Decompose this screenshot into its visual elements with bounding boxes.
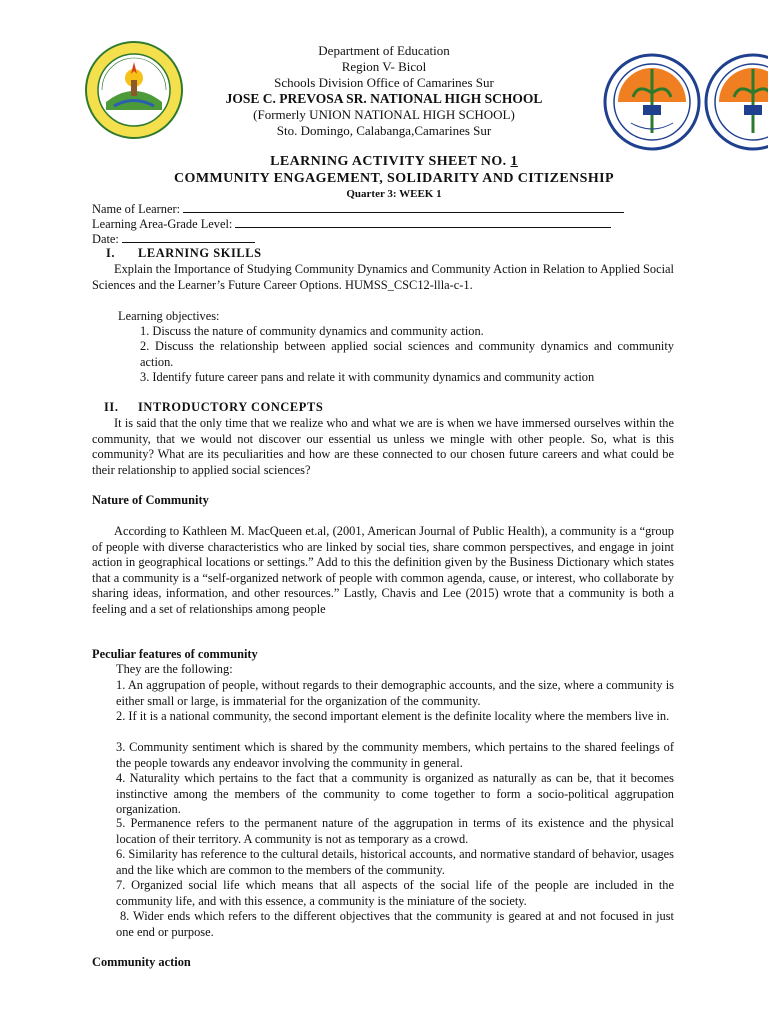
section-2-title: INTRODUCTORY CONCEPTS <box>138 400 324 414</box>
school-former-name: (Formerly UNION NATIONAL HIGH SCHOOL) <box>253 107 515 122</box>
date-blank[interactable] <box>122 231 255 243</box>
introductory-paragraph: It is said that the only time that we realize who and what we are is when we have immersed ourselves within the community, that we would not discover our essential us unless we mingle with other people. So, what is this community? What are its peculiarities and how are these connected to our chosen future careers and what could be their relationship to applied social sciences? <box>92 416 674 477</box>
learner-name-blank[interactable] <box>183 201 624 213</box>
community-action-heading: Community action <box>92 955 191 969</box>
region-name: Region V- Bicol <box>341 59 427 74</box>
section-2-number: II. <box>104 400 119 414</box>
activity-sheet-title-prefix: LEARNING ACTIVITY SHEET NO. <box>270 154 511 169</box>
grade-level-label: Learning Area-Grade Level: <box>92 217 233 231</box>
grade-level-blank[interactable] <box>235 216 611 228</box>
school-name: JOSE C. PREVOSA SR. NATIONAL HIGH SCHOOL <box>225 91 543 106</box>
nature-of-community-heading: Nature of Community <box>92 493 209 507</box>
features-intro: They are the following: <box>116 662 233 676</box>
letterhead <box>150 43 618 139</box>
feature-item-5: 5. Permanence refers to the permanent nature of the aggrupation in terms of its existence and the physical location of their territory. A community is not as temporary as a crowd. <box>116 816 674 846</box>
objective-item-1: 1. Discuss the nature of community dynamics and community action. <box>140 324 484 338</box>
learner-name-field <box>92 201 624 217</box>
division-name: Schools Division Office of Camarines Sur <box>274 75 494 90</box>
objectives-label: Learning objectives: <box>118 309 220 323</box>
feature-item-3: 3. Community sentiment which is shared by the community members, which pertains to the shared feelings of the people towards any endeavor involving the community in general. <box>116 740 674 770</box>
feature-item-1: 1. An aggrupation of people, without regards to their demographic accounts, and the size, where a community is either small or large, is immaterial for the organization of the community. <box>116 678 674 708</box>
objective-item-3: 3. Identify future career pans and relate it with community dynamics and community action <box>140 370 595 384</box>
course-title: COMMUNITY ENGAGEMENT, SOLIDARITY AND CITIZENSHIP <box>174 171 614 186</box>
feature-item-8: 8. Wider ends which refers to the different objectives that the community is geared at and not focused in just one end or purpose. <box>116 909 678 939</box>
nature-of-community-paragraph: According to Kathleen M. MacQueen et.al, (2001, American Journal of Public Health), a community is a “group of people with diverse characteristics who are linked by social ties, share common perspectives, and engage in joint action in geographical locations or settings.” Add to this the definition given by the Business Dictionary which states that a community is a “self-organized network of people with common agenda, cause, or interest, who collaborate by sharing ideas, information, and other resources.” Lastly, Chavis and Lee (2015) wrote that a community is both a feeling and a set of relationships among people <box>92 524 674 616</box>
feature-item-7: 7. Organized social life which means that all aspects of the social life of the people are included in the community life, and with this essence, a community is the miniature of the society. <box>116 878 674 908</box>
department-name: Department of Education <box>318 43 450 58</box>
date-label: Date: <box>92 232 119 246</box>
feature-item-6: 6. Similarity has reference to the cultural details, historical accounts, and normative standard of behavior, usages and the like which are common to the members of the community. <box>116 847 674 877</box>
section-1-heading <box>106 246 262 261</box>
grade-level-field <box>92 216 611 232</box>
activity-sheet-number: 1 <box>510 154 518 169</box>
section-1-number: I. <box>106 246 116 260</box>
peculiar-features-heading: Peculiar features of community <box>92 647 258 661</box>
section-1-title: LEARNING SKILLS <box>138 246 262 260</box>
sheet-title-block <box>80 154 708 201</box>
section-2-heading <box>104 400 323 415</box>
school-seal-logo-duplicate <box>704 53 768 151</box>
feature-item-2: 2. If it is a national community, the second important element is the definite locality where the members live in. <box>116 709 670 723</box>
competency-text: Explain the Importance of Studying Community Dynamics and Community Action in Relation to Applied Social Sciences and the Learner’s Future Career Options. HUMSS_CSC12-llla-c-1. <box>92 262 674 292</box>
activity-sheet-title <box>80 154 708 170</box>
feature-item-4: 4. Naturality which pertains to the fact that a community is organized as naturally as can be, that it becomes instinctive among the members of the community to come together to form a socio-political aggrupation organization. <box>116 771 674 816</box>
learner-name-label: Name of Learner: <box>92 202 181 216</box>
date-field <box>92 231 255 247</box>
quarter-week: Quarter 3: WEEK 1 <box>346 188 442 200</box>
objective-item-2: 2. Discuss the relationship between applied social sciences and community dynamics and community action. <box>140 339 674 369</box>
school-address: Sto. Domingo, Calabanga,Camarines Sur <box>276 123 492 138</box>
